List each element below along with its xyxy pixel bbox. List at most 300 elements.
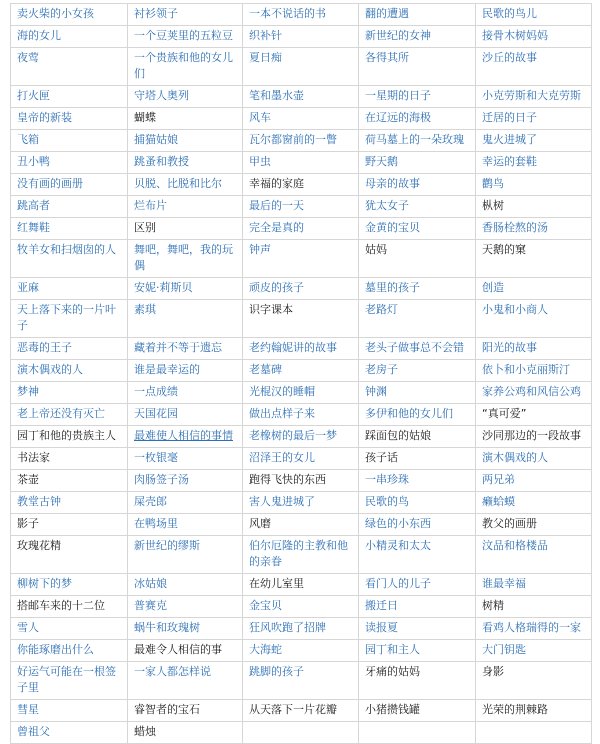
story-title-cell [128, 722, 243, 744]
story-link-cell[interactable] [128, 86, 243, 108]
story-title-cell [359, 700, 476, 722]
story-link[interactable]: 最后的一天 [249, 199, 304, 212]
story-link-cell[interactable] [476, 618, 592, 640]
story-link-cell[interactable] [128, 492, 243, 514]
story-link[interactable]: 打火匣 [17, 89, 50, 102]
table-row [11, 426, 592, 448]
story-title: 光荣的荆棘路 [482, 703, 548, 716]
story-link-cell[interactable] [128, 152, 243, 174]
table-row [11, 152, 592, 174]
story-link-cell[interactable] [128, 514, 243, 536]
story-link-cell[interactable] [128, 574, 243, 596]
story-link[interactable]: 创造 [482, 281, 504, 294]
story-link-cell[interactable] [359, 640, 476, 662]
story-link-cell[interactable] [11, 618, 128, 640]
story-link-cell[interactable] [359, 86, 476, 108]
story-link-cell[interactable] [476, 640, 592, 662]
story-link-cell[interactable] [128, 278, 243, 300]
story-link[interactable]: 安妮·莉斯贝 [134, 281, 193, 294]
table-row [11, 722, 592, 744]
table-row [11, 700, 592, 722]
story-link-cell[interactable] [243, 640, 359, 662]
story-link-cell[interactable] [243, 382, 359, 404]
story-link[interactable]: 甲虫 [249, 155, 271, 168]
story-link[interactable]: 演木偶戏的人 [17, 363, 83, 376]
story-link[interactable]: 野天鹅 [365, 155, 398, 168]
story-link[interactable]: 捕猫姑娘 [134, 133, 178, 146]
table-row [11, 240, 592, 278]
story-title-cell [476, 596, 592, 618]
story-link-cell[interactable] [476, 382, 592, 404]
story-title-cell [476, 514, 592, 536]
story-link[interactable]: 母亲的故事 [365, 177, 420, 190]
story-link-cell[interactable] [359, 382, 476, 404]
story-link-cell[interactable] [243, 86, 359, 108]
story-link[interactable]: 老路灯 [365, 303, 398, 316]
table-row [11, 130, 592, 152]
table-row [11, 536, 592, 574]
story-link-cell[interactable] [476, 492, 592, 514]
story-link[interactable]: 小鬼和小商人 [482, 303, 548, 316]
story-link[interactable]: 狂风吹跑了招牌 [249, 621, 326, 634]
story-link[interactable]: 大门钥匙 [482, 643, 526, 656]
story-link[interactable]: 夜莺 [17, 51, 39, 64]
story-link-cell[interactable] [11, 86, 128, 108]
story-link-cell[interactable] [359, 618, 476, 640]
story-link[interactable]: 彗星 [17, 703, 39, 716]
story-link-cell[interactable] [243, 662, 359, 700]
story-link-cell[interactable] [476, 152, 592, 174]
story-link[interactable]: 好运气可能在一根签子里 [17, 665, 116, 694]
table-row [11, 492, 592, 514]
story-title-cell [128, 640, 243, 662]
story-link-cell[interactable] [128, 360, 243, 382]
story-link-cell[interactable] [128, 48, 243, 86]
story-link-cell[interactable] [11, 196, 128, 218]
story-link-cell[interactable] [359, 152, 476, 174]
story-link[interactable]: 害人鬼进城了 [249, 495, 315, 508]
story-link-cell[interactable] [11, 640, 128, 662]
story-link-cell[interactable] [128, 426, 243, 448]
story-link-cell[interactable] [243, 448, 359, 470]
story-link[interactable]: 一家人都怎样说 [134, 665, 211, 678]
story-title: 跑得飞快的东西 [249, 473, 326, 486]
story-title-cell [476, 700, 592, 722]
story-link-cell[interactable] [243, 618, 359, 640]
story-link[interactable]: 皇帝的新装 [17, 111, 72, 124]
story-link[interactable]: 老橡树的最后一梦 [249, 429, 337, 442]
story-title: 蜡烛 [134, 725, 156, 738]
story-link[interactable]: 贝脱、比脱和比尔 [134, 177, 222, 190]
story-link[interactable]: 香肠栓熬的汤 [482, 221, 548, 234]
story-link-cell[interactable] [243, 152, 359, 174]
story-link[interactable]: 两兄弟 [482, 473, 515, 486]
story-title: 区别 [134, 221, 156, 234]
story-link-cell[interactable] [476, 360, 592, 382]
story-link[interactable]: 亚麻 [17, 281, 39, 294]
story-link-cell[interactable] [476, 174, 592, 196]
story-link-cell[interactable] [11, 404, 128, 426]
story-link-cell[interactable] [243, 278, 359, 300]
story-link-cell[interactable] [243, 338, 359, 360]
story-title-cell [243, 574, 359, 596]
story-link-cell[interactable] [11, 174, 128, 196]
story-link[interactable]: 金黄的宝贝 [365, 221, 420, 234]
story-title-cell [11, 536, 128, 574]
story-link-cell[interactable] [11, 108, 128, 130]
story-link-cell[interactable] [11, 360, 128, 382]
story-link[interactable]: 钟声 [249, 243, 271, 256]
table-row [11, 174, 592, 196]
story-link-cell[interactable] [11, 240, 128, 278]
story-link[interactable]: 阳光的故事 [482, 341, 537, 354]
story-link-cell[interactable] [11, 722, 128, 744]
story-link-cell[interactable] [128, 382, 243, 404]
story-title-cell [476, 662, 592, 700]
story-link-cell[interactable] [11, 300, 128, 338]
story-link-cell[interactable] [243, 536, 359, 574]
story-link-cell[interactable] [128, 662, 243, 700]
story-title: 幸福的家庭 [249, 177, 304, 190]
story-link[interactable]: 沼泽王的女儿 [249, 451, 315, 464]
story-link[interactable]: 跳高者 [17, 199, 50, 212]
story-link[interactable]: 光棍汉的睡帽 [249, 385, 315, 398]
table-row [11, 48, 592, 86]
story-link[interactable]: 大海蛇 [249, 643, 282, 656]
story-title-cell [359, 426, 476, 448]
story-link[interactable]: 织补针 [249, 29, 282, 42]
story-link[interactable]: 在鸭场里 [134, 517, 178, 530]
story-link-cell[interactable] [243, 492, 359, 514]
story-link[interactable]: 幸运的套鞋 [482, 155, 537, 168]
table-row [11, 470, 592, 492]
story-link[interactable]: 丑小鸭 [17, 155, 50, 168]
story-title: “真可爱” [482, 407, 527, 420]
story-title: 玫瑰花精 [17, 539, 61, 552]
story-link[interactable]: 老墓碑 [249, 363, 282, 376]
story-link-cell[interactable] [128, 618, 243, 640]
story-link[interactable]: 完全是真的 [249, 221, 304, 234]
story-link[interactable]: 多伊和他的女儿们 [365, 407, 453, 420]
table-row [11, 4, 592, 26]
story-link-cell[interactable] [11, 218, 128, 240]
story-link[interactable]: 恶毒的王子 [17, 341, 72, 354]
story-link[interactable]: 烂布片 [134, 199, 167, 212]
story-link[interactable]: 你能琢磨出什么 [17, 643, 94, 656]
story-link[interactable]: 绿色的小东西 [365, 517, 431, 530]
story-link[interactable]: 犹太女子 [365, 199, 409, 212]
story-title-cell [243, 300, 359, 338]
story-title-cell [243, 470, 359, 492]
story-link-cell[interactable] [128, 470, 243, 492]
story-link-cell[interactable] [359, 360, 476, 382]
story-title: 茶壶 [17, 473, 39, 486]
story-link-cell[interactable] [11, 338, 128, 360]
story-title-cell [476, 722, 592, 744]
story-title-cell [11, 596, 128, 618]
table-row [11, 300, 592, 338]
story-link[interactable]: 家养公鸡和风信公鸡 [482, 385, 581, 398]
story-link-cell[interactable] [359, 536, 476, 574]
story-link[interactable]: 蜗牛和玫瑰树 [134, 621, 200, 634]
story-link-cell[interactable] [11, 48, 128, 86]
story-link-cell[interactable] [476, 108, 592, 130]
story-link[interactable]: 各得其所 [365, 51, 409, 64]
story-link[interactable]: 谁最幸福 [482, 577, 526, 590]
story-link-cell[interactable] [243, 4, 359, 26]
table-row [11, 662, 592, 700]
story-title-cell [359, 722, 476, 744]
story-title-cell [359, 448, 476, 470]
story-title: 身影 [482, 665, 504, 678]
story-link[interactable]: 做出点样子来 [249, 407, 315, 420]
story-link-cell[interactable] [359, 492, 476, 514]
story-link-cell[interactable] [11, 152, 128, 174]
table-row [11, 218, 592, 240]
story-link-cell[interactable] [359, 130, 476, 152]
story-link-cell[interactable] [359, 218, 476, 240]
story-link[interactable]: 一个豆荚里的五粒豆 [134, 29, 233, 42]
story-link[interactable]: 卖火柴的小女孩 [17, 7, 94, 20]
story-link-cell[interactable] [11, 4, 128, 26]
story-link[interactable]: 曾祖父 [17, 725, 50, 738]
story-link-cell[interactable] [359, 514, 476, 536]
story-link[interactable]: 看门人的儿子 [365, 577, 431, 590]
story-link[interactable]: 依卜和小克丽斯汀 [482, 363, 570, 376]
story-link[interactable]: 笔和墨水壶 [249, 89, 304, 102]
table-row [11, 404, 592, 426]
story-link-cell[interactable] [476, 26, 592, 48]
story-link-cell[interactable] [128, 4, 243, 26]
story-link[interactable]: 鬼火进城了 [482, 133, 537, 146]
story-title: 书法家 [17, 451, 50, 464]
story-link-cell[interactable] [359, 300, 476, 338]
story-link[interactable]: 衬衫领子 [134, 7, 178, 20]
story-link-cell[interactable] [476, 86, 592, 108]
story-link[interactable]: 一枚银毫 [134, 451, 178, 464]
story-link-cell[interactable] [128, 26, 243, 48]
story-link[interactable]: 小精灵和太太 [365, 539, 431, 552]
story-link[interactable]: 顽皮的孩子 [249, 281, 304, 294]
story-link[interactable]: 迁居的日子 [482, 111, 537, 124]
table-row [11, 640, 592, 662]
story-link[interactable]: 肉肠签子汤 [134, 473, 189, 486]
story-link[interactable]: 墓里的孩子 [365, 281, 420, 294]
story-link-cell[interactable] [359, 278, 476, 300]
story-link[interactable]: 红舞鞋 [17, 221, 50, 234]
story-link[interactable]: 夏日痴 [249, 51, 282, 64]
story-link-cell[interactable] [359, 574, 476, 596]
table-row [11, 596, 592, 618]
story-link[interactable]: 瓦尔都窗前的一瞥 [249, 133, 337, 146]
story-link[interactable]: 民歌的鸟 [365, 495, 409, 508]
story-link[interactable]: 接骨木树妈妈 [482, 29, 548, 42]
story-link[interactable]: 风车 [249, 111, 271, 124]
story-link-cell[interactable] [243, 426, 359, 448]
story-link[interactable]: 汶品和格楼品 [482, 539, 548, 552]
story-link-cell[interactable] [476, 48, 592, 86]
story-link[interactable]: 伯尔厄隆的主教和他的亲眷 [249, 539, 348, 568]
story-link[interactable]: 舞吧，舞吧，我的玩偶 [134, 243, 233, 272]
story-title: 踩面包的姑娘 [365, 429, 431, 442]
story-link-cell[interactable] [359, 48, 476, 86]
story-link-cell[interactable] [11, 26, 128, 48]
story-link[interactable]: 翻的遭遇 [365, 7, 409, 20]
story-link[interactable]: 普赛克 [134, 599, 167, 612]
story-link-cell[interactable] [476, 338, 592, 360]
story-link-cell[interactable] [243, 108, 359, 130]
story-link-cell[interactable] [359, 196, 476, 218]
story-link[interactable]: 牧羊女和扫烟囱的人 [17, 243, 116, 256]
story-title: 天鹅的窠 [482, 243, 526, 256]
story-link-cell[interactable] [359, 174, 476, 196]
story-link-cell[interactable] [128, 536, 243, 574]
story-link-cell[interactable] [128, 404, 243, 426]
story-title-cell [11, 448, 128, 470]
story-link-cell[interactable] [243, 360, 359, 382]
story-link-cell[interactable] [359, 338, 476, 360]
story-title: 姑妈 [365, 243, 387, 256]
story-link-cell[interactable] [476, 278, 592, 300]
story-link-cell[interactable] [128, 130, 243, 152]
story-link-cell[interactable] [128, 174, 243, 196]
story-link[interactable]: 癞蛤蟆 [482, 495, 515, 508]
story-link[interactable]: 搬迁日 [365, 599, 398, 612]
story-link-cell[interactable] [359, 596, 476, 618]
table-row [11, 514, 592, 536]
story-title-cell [243, 700, 359, 722]
story-link-cell[interactable] [11, 278, 128, 300]
story-link[interactable]: 飞箱 [17, 133, 39, 146]
story-title-cell [11, 514, 128, 536]
story-link-cell[interactable] [128, 240, 243, 278]
story-link[interactable]: 一个贵族和他的女儿们 [134, 51, 233, 80]
story-link[interactable]: 新世纪的缪斯 [134, 539, 200, 552]
story-link[interactable]: 沙丘的故事 [482, 51, 537, 64]
story-link[interactable]: 天国花园 [134, 407, 178, 420]
story-link[interactable]: 园丁和主人 [365, 643, 420, 656]
story-link[interactable]: 冰姑娘 [134, 577, 167, 590]
story-link[interactable]: 金宝贝 [249, 599, 282, 612]
story-link[interactable]: 海的女儿 [17, 29, 61, 42]
story-table-container [10, 3, 591, 744]
story-title: 蝴蝶 [134, 111, 156, 124]
story-link-cell[interactable] [11, 700, 128, 722]
story-link[interactable]: 谁是最幸运的 [134, 363, 200, 376]
story-link-cell[interactable] [476, 300, 592, 338]
story-link[interactable]: 老上帝还没有灭亡 [17, 407, 105, 420]
story-title: 在幼儿室里 [249, 577, 304, 590]
story-link[interactable]: 民歌的鸟儿 [482, 7, 537, 20]
story-link-cell[interactable] [243, 130, 359, 152]
story-link-cell[interactable] [128, 338, 243, 360]
story-link-cell[interactable] [11, 492, 128, 514]
table-row [11, 448, 592, 470]
story-link-cell[interactable] [359, 4, 476, 26]
story-link-cell[interactable] [128, 596, 243, 618]
story-link[interactable]: 老约翰妮讲的故事 [249, 341, 337, 354]
story-link[interactable]: 雪人 [17, 621, 39, 634]
story-title: 搭邮车来的十二位 [17, 599, 105, 612]
story-link-cell[interactable] [243, 196, 359, 218]
story-link[interactable]: 藏着并不等于遗忘 [134, 341, 222, 354]
story-link-cell[interactable] [476, 470, 592, 492]
story-link[interactable]: 一星期的日子 [365, 89, 431, 102]
story-link[interactable]: 一点成绩 [134, 385, 178, 398]
story-link-cell[interactable] [359, 26, 476, 48]
story-link-cell[interactable] [128, 300, 243, 338]
story-link[interactable]: 守塔人奥列 [134, 89, 189, 102]
story-title: 影子 [17, 517, 39, 530]
story-link[interactable]: 新世纪的女神 [365, 29, 431, 42]
story-link-cell[interactable] [476, 536, 592, 574]
story-title-table [10, 3, 592, 744]
story-link[interactable]: 在辽远的海极 [365, 111, 431, 124]
story-link[interactable]: 天上落下来的一片叶子 [17, 303, 116, 332]
story-link[interactable]: 柳树下的梦 [17, 577, 72, 590]
story-link-cell[interactable] [243, 240, 359, 278]
story-link[interactable]: 素琪 [134, 303, 156, 316]
story-link-cell[interactable] [128, 448, 243, 470]
story-link-cell[interactable] [476, 130, 592, 152]
story-link-cell[interactable] [243, 218, 359, 240]
story-link-cell[interactable] [243, 404, 359, 426]
story-link-cell[interactable] [243, 26, 359, 48]
story-link-cell[interactable] [128, 196, 243, 218]
story-link[interactable]: 跳脚的孩子 [249, 665, 304, 678]
story-link[interactable]: 荷马墓上的一朵玫瑰 [365, 133, 464, 146]
table-row [11, 26, 592, 48]
story-title: 树精 [482, 599, 504, 612]
story-link-cell[interactable] [243, 596, 359, 618]
story-link[interactable]: 没有画的画册 [17, 177, 83, 190]
story-link[interactable]: 演木偶戏的人 [482, 451, 548, 464]
story-title-cell [243, 722, 359, 744]
story-link[interactable]: 读报夏 [365, 621, 398, 634]
story-link-cell[interactable] [11, 382, 128, 404]
story-link[interactable]: 最难使人相信的事情 [134, 429, 233, 442]
story-link-cell[interactable] [359, 404, 476, 426]
story-link-cell[interactable] [476, 574, 592, 596]
story-link-cell[interactable] [476, 448, 592, 470]
story-link-cell[interactable] [11, 574, 128, 596]
story-title: 园丁和他的贵族主人 [17, 429, 116, 442]
story-link-cell[interactable] [243, 48, 359, 86]
story-link[interactable]: 跳蚤和教授 [134, 155, 189, 168]
story-link[interactable]: 老头子做事总不会错 [365, 341, 464, 354]
story-link[interactable]: 鹳鸟 [482, 177, 504, 190]
story-link[interactable]: 一串珍珠 [365, 473, 409, 486]
story-link-cell[interactable] [11, 662, 128, 700]
story-link-cell[interactable] [11, 130, 128, 152]
story-link-cell[interactable] [476, 4, 592, 26]
story-link[interactable]: 看鸡人格瑞得的一家 [482, 621, 581, 634]
story-link-cell[interactable] [359, 108, 476, 130]
story-link[interactable]: 老房子 [365, 363, 398, 376]
story-link[interactable]: 梦神 [17, 385, 39, 398]
story-link[interactable]: 屎壳郎 [134, 495, 167, 508]
story-link[interactable]: 小克劳斯和大克劳斯 [482, 89, 581, 102]
story-title-cell [476, 196, 592, 218]
table-row [11, 108, 592, 130]
story-link[interactable]: 教堂古钟 [17, 495, 61, 508]
story-link[interactable]: 钟渊 [365, 385, 387, 398]
story-link[interactable]: 一本不说话的书 [249, 7, 326, 20]
story-title-cell [243, 514, 359, 536]
story-link-cell[interactable] [359, 470, 476, 492]
story-title: 风磨 [249, 517, 271, 530]
story-link-cell[interactable] [476, 218, 592, 240]
